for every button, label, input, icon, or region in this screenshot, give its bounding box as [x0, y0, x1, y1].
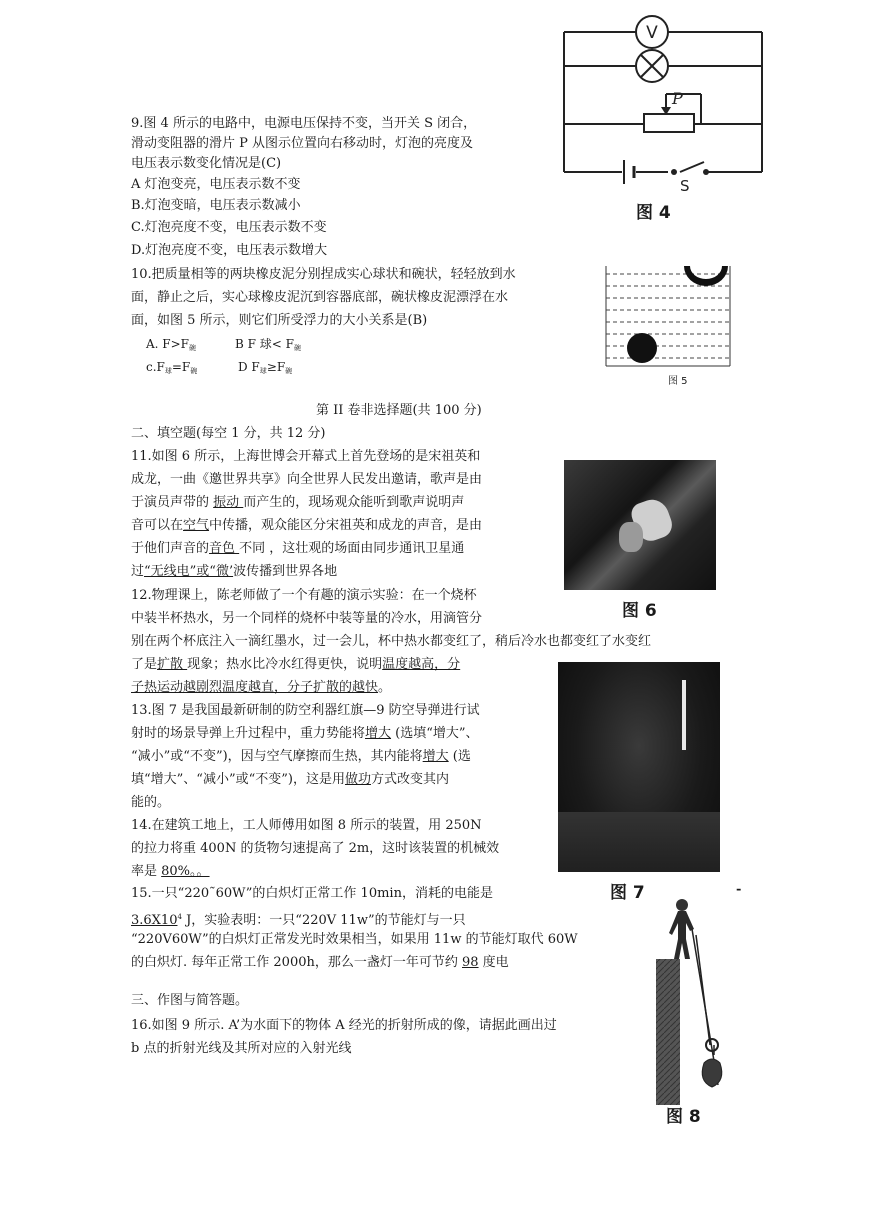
q10-option-d-pre: D F — [238, 360, 260, 374]
q13-l4a: 填“增大”、“减小”或“不变”)，这是用 — [131, 772, 345, 787]
q16-line-2: b 点的折射光线及其所对应的入射光线 — [131, 1041, 352, 1056]
q15-line-2 — [131, 909, 466, 929]
q15-line-3: “220V60W”的白炽灯正常发光时效果相当，如果用 11w 的节能灯取代 60W — [131, 932, 578, 947]
q15-line-1: 15.一只“220˜60W”的白炽灯正常工作 10min，消耗的电能是 — [131, 886, 493, 901]
section-2-heading: 二、填空题(每空 1 分，共 12 分) — [131, 426, 326, 441]
figure-5-caption: 图 5 — [668, 376, 688, 387]
q10-option-a — [146, 336, 196, 356]
stray-dash: - — [736, 882, 742, 897]
section-3-heading: 三、作图与简答题。 — [131, 993, 249, 1008]
q12-answer-part2: 子热运动越剧烈温度越直，分子扩散的越快 — [131, 680, 379, 695]
q9-option-a: A 灯泡变亮，电压表示数不变 — [131, 177, 301, 192]
q15-answer-energy: 3.6X10 — [131, 913, 178, 928]
q15-l4a: 的白炽灯. 每年正常工作 2000h，那么一盏灯一年可节约 — [131, 955, 462, 970]
q13-l2c: (选填“增大”、 — [391, 726, 479, 741]
q9-option-d: D.灯泡亮度不变，电压表示数增大 — [131, 243, 328, 258]
q10-option-c-sub2: 碗 — [190, 367, 198, 375]
figure-7-caption: 图 7 — [610, 883, 645, 903]
q13-line-5: 能的。 — [131, 795, 171, 810]
q13-line-3 — [131, 749, 471, 765]
q10-option-a-text: A. F>F — [146, 337, 190, 351]
q10-line-3: 面，如图 5 所示，则它们所受浮力的大小关系是(B) — [131, 313, 428, 328]
q13-answer-work: 做功 — [344, 772, 371, 787]
q9-option-c: C.灯泡亮度不变，电压表示数不变 — [131, 220, 327, 235]
q14-line-1: 14.在建筑工地上，工人师傅用如图 8 所示的装置，用 250N — [131, 818, 482, 833]
switch-label: S — [680, 177, 690, 195]
q11-l5c: 不同 ，这壮观的场面由同步通讯卫星通 — [239, 541, 465, 556]
section-2-title: 第 II 卷非选择题(共 100 分) — [316, 403, 482, 418]
q10-line-1: 10.把质量相等的两块橡皮泥分别捏成实心球状和碗状，轻轻放到水 — [131, 267, 516, 282]
q11-l3c: 而产生的，现场观众能听到歌声说明声 — [243, 495, 465, 510]
figure-5-container — [604, 262, 734, 370]
q11-l6a: 过 — [131, 564, 145, 579]
q11-l5a: 于他们声音的 — [131, 541, 210, 556]
q9-line-2: 滑动变阻器的滑片 P 从图示位置向右移动时，灯泡的亮度及 — [131, 136, 474, 151]
q10-option-d-sub1: 球 — [259, 367, 267, 375]
q10-option-b-sub: 碗 — [293, 344, 301, 352]
q15-l2b: J，实验表明：一只“220V 11w”的节能灯与一只 — [181, 913, 466, 928]
q13-l3c: (选 — [448, 749, 471, 764]
q12-line-4 — [131, 657, 460, 673]
q14-answer-efficiency: 80%。。 — [161, 864, 210, 879]
q14-l3a: 率是 — [131, 864, 162, 879]
q11-l4c: 中传播，观众能区分宋祖英和成龙的声音，是由 — [209, 518, 483, 533]
q11-answer-timbre: 音色 — [209, 541, 240, 556]
q10-option-c — [146, 359, 197, 379]
q12-answer-part1: 温度越高，分 — [382, 657, 461, 672]
q12-line-1: 12.物理课上，陈老师做了一个有趣的演示实验：在一个烧杯 — [131, 588, 477, 603]
q12-line-2: 中装半杯热水，另一个同样的烧杯中装等量的冷水，用滴管分 — [131, 611, 483, 626]
q13-answer-internal: 增大 — [422, 749, 449, 764]
q13-line-2 — [131, 726, 479, 742]
q15-line-4 — [131, 955, 509, 971]
q10-option-c-pre: c.F — [146, 360, 165, 374]
q11-answer-wave: “无线电”或“微’ — [144, 564, 234, 579]
figure-4-circuit — [556, 6, 776, 196]
q10-option-d — [238, 359, 292, 379]
q12-line-5 — [131, 680, 391, 696]
q11-line-1: 11.如图 6 所示，上海世博会开幕式上首先登场的是宋祖英和 — [131, 449, 481, 464]
q15-answer-saving: 98 — [462, 955, 479, 970]
q11-l4a: 音可以在 — [131, 518, 184, 533]
q10-line-2: 面，静止之后，实心球橡皮泥沉到容器底部，碗状橡皮泥漂浮在水 — [131, 290, 509, 305]
q10-option-d-sub2: 碗 — [285, 367, 293, 375]
q13-l3a: “减小”或“不变”)，因与空气摩擦而生热，其内能将 — [131, 749, 423, 764]
q11-line-6 — [131, 564, 337, 580]
q14-line-2: 的拉力将重 400N 的货物匀速提高了 2m，这时该装置的机械效 — [131, 841, 500, 856]
q11-l6c: 波传播到世界各地 — [233, 564, 338, 579]
q11-answer-vibration: 振动 — [213, 495, 244, 510]
q10-option-d-mid: ≥F — [266, 360, 286, 374]
q10-option-b-text: B F 球< F — [235, 337, 294, 351]
figure-4-caption: 图 4 — [636, 203, 671, 223]
q16-line-1: 16.如图 9 所示. A’为水面下的物体 A 经光的折射所成的像，请据此画出过 — [131, 1018, 557, 1033]
q13-answer-potential: 增大 — [365, 726, 392, 741]
q11-line-3 — [131, 495, 464, 511]
q11-line-2: 成龙，一曲《邀世界共享》向全世界人民发出邀请，歌声是由 — [131, 472, 483, 487]
q9-line-3: 电压表示数变化情况是(C) — [131, 156, 282, 171]
figure-7-ground — [558, 812, 720, 872]
q12-answer-diffusion: 扩散 — [157, 657, 188, 672]
q10-option-c-mid: =F — [171, 360, 191, 374]
figure-7-missile — [682, 680, 686, 750]
q10-option-c-sub1: 球 — [164, 367, 172, 375]
q12-line-3: 别在两个杯底注入一滴红墨水，过一会儿，杯中热水都变红了，稍后冷水也都变红了水变红 — [131, 634, 652, 649]
q11-line-4 — [131, 518, 482, 534]
q13-l4c: 方式改变其内 — [370, 772, 449, 787]
voltmeter-label: V — [646, 23, 658, 43]
q10-option-b — [235, 336, 301, 356]
figure-8-pulley — [652, 895, 732, 1105]
q11-line-5 — [131, 541, 464, 557]
figure-7-photo — [558, 662, 720, 872]
q14-line-3 — [131, 864, 210, 880]
q12-l4a: 了是 — [131, 657, 158, 672]
q13-line-4 — [131, 772, 449, 788]
q12-l5b: 。 — [378, 680, 392, 695]
q11-answer-air: 空气 — [183, 518, 210, 533]
q12-l4c: 现象；热水比冷水红得更快，说明 — [187, 657, 383, 672]
figure-6-caption: 图 6 — [622, 601, 657, 621]
q11-l3a: 于演员声带的 — [131, 495, 214, 510]
figure-6-highlight-2 — [619, 522, 643, 552]
slider-label: P — [672, 89, 683, 108]
figure-6-photo — [564, 460, 716, 590]
q9-line-1: 9.图 4 所示的电路中，电源电压保持不变，当开关 S 闭合， — [131, 116, 477, 131]
q13-l2a: 射时的场景导弹上升过程中，重力势能将 — [131, 726, 366, 741]
q15-l4c: 度电 — [478, 955, 509, 970]
q13-line-1: 13.图 7 是我国最新研制的防空利器红旗—9 防空导弹进行试 — [131, 703, 480, 718]
figure-8-caption: 图 8 — [666, 1107, 701, 1127]
q15-answer-exponent: 4 — [177, 913, 182, 921]
q9-option-b: B.灯泡变暗，电压表示数减小 — [131, 198, 301, 213]
q10-option-a-sub: 碗 — [189, 344, 197, 352]
